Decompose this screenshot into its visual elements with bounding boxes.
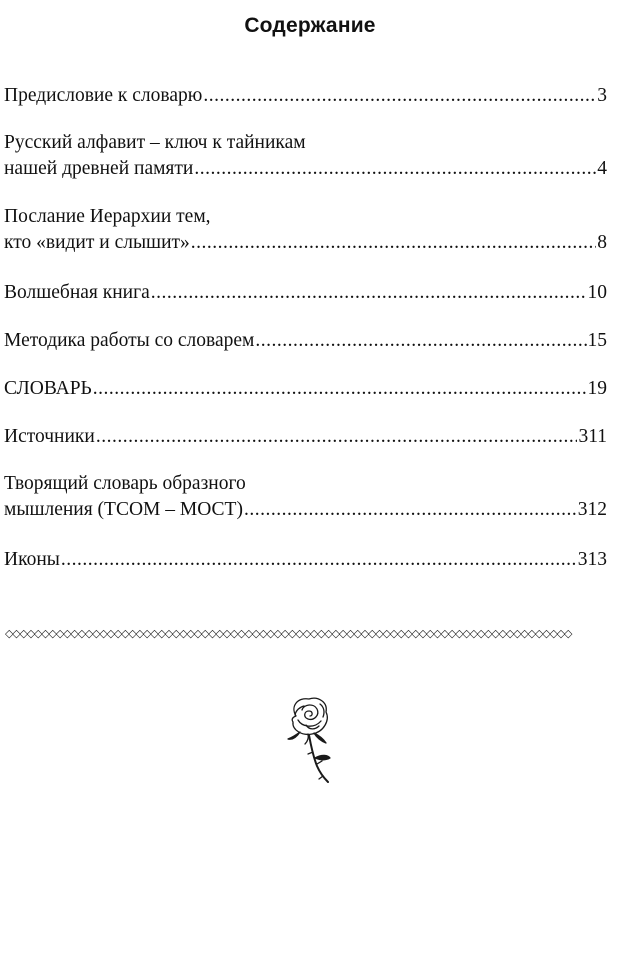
toc-entry-dictionary[interactable] xyxy=(4,376,607,402)
toc-entry-sources[interactable] xyxy=(4,424,607,450)
dot-leader xyxy=(93,376,587,402)
toc-entry-title: Источники xyxy=(4,426,95,447)
toc-entry-title: Иконы xyxy=(4,549,60,570)
toc-entry-magic-book[interactable] xyxy=(4,280,607,306)
dot-leader xyxy=(61,547,577,573)
toc-entry-title-continued: нашей древней памяти xyxy=(4,158,194,179)
toc-entry-methodology[interactable] xyxy=(4,328,607,354)
toc-entry-title-continued: кто «видит и слышит» xyxy=(4,232,190,253)
toc-page-number: 10 xyxy=(587,282,607,303)
dot-leader xyxy=(194,156,596,182)
toc-entry-title: Русский алфавит – ключ к тайникам xyxy=(4,132,306,153)
page-title: Содержание xyxy=(244,14,376,37)
toc-page-number: 4 xyxy=(597,158,607,179)
toc-page-number: 15 xyxy=(587,330,607,351)
diamond-divider: ◇◇◇◇◇◇◇◇◇◇◇◇◇◇◇◇◇◇◇◇◇◇◇◇◇◇◇◇◇◇◇◇◇◇◇◇◇◇◇◇◇◇◇◇◇◇◇◇◇◇◇◇◇◇◇◇◇◇◇◇◇◇◇◇◇◇◇◇◇◇◇◇◇◇◇◇◇◇ xyxy=(5,627,572,640)
toc-entry-russian-alphabet[interactable] xyxy=(4,130,607,182)
toc-page-number: 313 xyxy=(577,549,607,570)
toc-entry-title: Предисловие к словарю xyxy=(4,85,203,106)
toc-entry-hierarchy-message[interactable] xyxy=(4,204,607,256)
dot-leader xyxy=(203,83,596,109)
toc-entry-title-continued: мышления (ТСОМ – МОСТ) xyxy=(4,499,243,520)
toc-page-number: 3 xyxy=(597,85,607,106)
rose-icon xyxy=(282,694,338,786)
toc-entry-title: СЛОВАРЬ xyxy=(4,378,92,399)
toc-entry-creative-dictionary[interactable] xyxy=(4,471,607,523)
toc-entry-title: Волшебная книга xyxy=(4,282,150,303)
toc-page-number: 311 xyxy=(578,426,607,447)
dot-leader xyxy=(96,424,578,450)
toc-entry-preface[interactable] xyxy=(4,83,607,109)
toc-page-number: 312 xyxy=(577,499,607,520)
dot-leader xyxy=(255,328,586,354)
dot-leader xyxy=(151,280,587,306)
dot-leader xyxy=(191,230,596,256)
toc-entry-icons[interactable] xyxy=(4,547,607,573)
toc-page-number: 19 xyxy=(587,378,607,399)
dot-leader xyxy=(244,497,577,523)
toc-entry-title: Послание Иерархии тем, xyxy=(4,206,211,227)
toc-entry-title: Творящий словарь образного xyxy=(4,473,246,494)
toc-page-number: 8 xyxy=(597,232,607,253)
toc-entry-title: Методика работы со словарем xyxy=(4,330,255,351)
